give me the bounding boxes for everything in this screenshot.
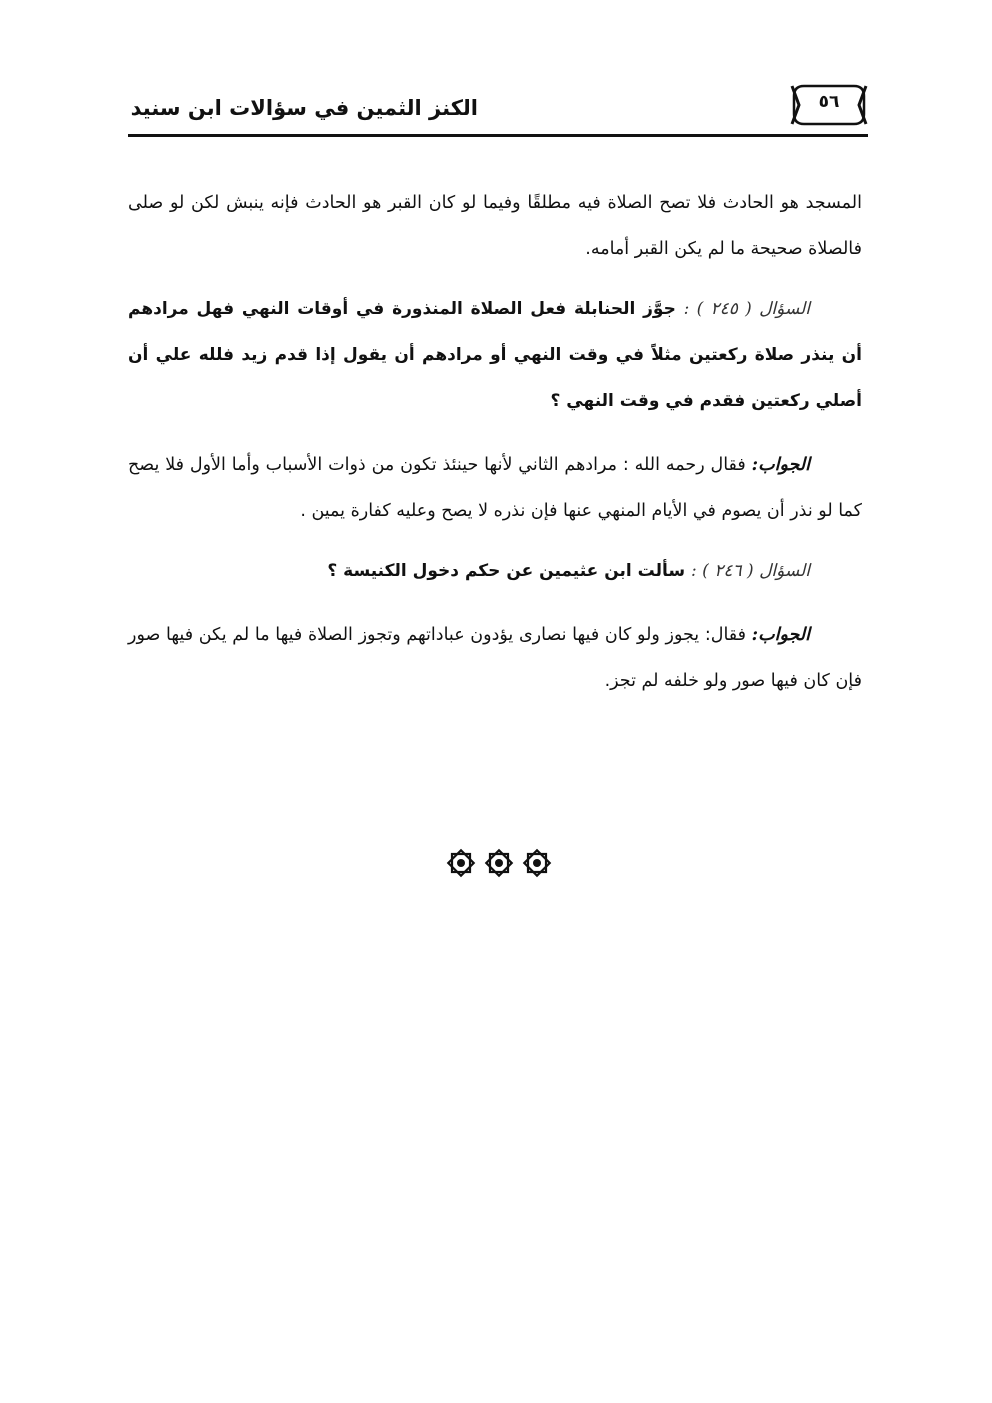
question-246 <box>128 548 862 594</box>
octagram-ornament-icon <box>446 848 476 878</box>
answer-245 <box>128 442 862 534</box>
page-number: ٥٦ <box>818 92 840 112</box>
paragraph-continuation: المسجد هو الحادث فلا تصح الصلاة فيه مطلقًا وفيما لو كان القبر هو الحادث فإنه ينبش لكن لو صلى فالصلاة صحيحة ما لم يكن القبر أمامه. <box>128 193 862 259</box>
page-body <box>128 180 862 704</box>
section-end-ornaments <box>446 848 552 880</box>
octagram-ornament-icon <box>522 848 552 878</box>
page-header <box>128 82 868 134</box>
question-246-label: السؤال ( ٢٤٦ ) : <box>691 561 810 581</box>
question-246-text: سألت ابن عثيمين عن حكم دخول الكنيسة ؟ <box>327 561 686 581</box>
question-245 <box>128 286 862 424</box>
answer-246 <box>128 612 862 704</box>
octagram-ornament-icon <box>484 848 514 878</box>
answer-246-label: الجواب: <box>751 625 810 645</box>
answer-245-label: الجواب: <box>751 455 810 475</box>
question-245-text: جوَّز الحنابلة فعل الصلاة المنذورة في أوقات النهي فهل مرادهم أن ينذر صلاة ركعتين مثلاً في وقت النهي أو مرادهم أن يقول إذا قدم زيد فلله علي أن أصلي ركعتين فقدم في وقت النهي ؟ <box>128 299 862 411</box>
answer-246-text: فقال: يجوز ولو كان فيها نصارى يؤدون عباداتهم وتجوز الصلاة فيها ما لم يكن فيها صور فإن كان فيها صور ولو خلفه لم تجز. <box>128 625 862 691</box>
question-245-label: السؤال ( ٢٤٥ ) : <box>683 299 810 319</box>
answer-245-text: فقال رحمه الله : مرادهم الثاني لأنها حينئذ تكون من ذوات الأسباب وأما الأول فلا يصح كما لو نذر أن يصوم في الأيام المنهي عنها فإن نذره لا يصح وعليه كفارة يمين . <box>128 455 862 521</box>
page-number-frame <box>790 82 868 128</box>
book-title: الكنز الثمين في سؤالات ابن سنيد <box>130 96 478 120</box>
header-rule <box>128 134 868 137</box>
